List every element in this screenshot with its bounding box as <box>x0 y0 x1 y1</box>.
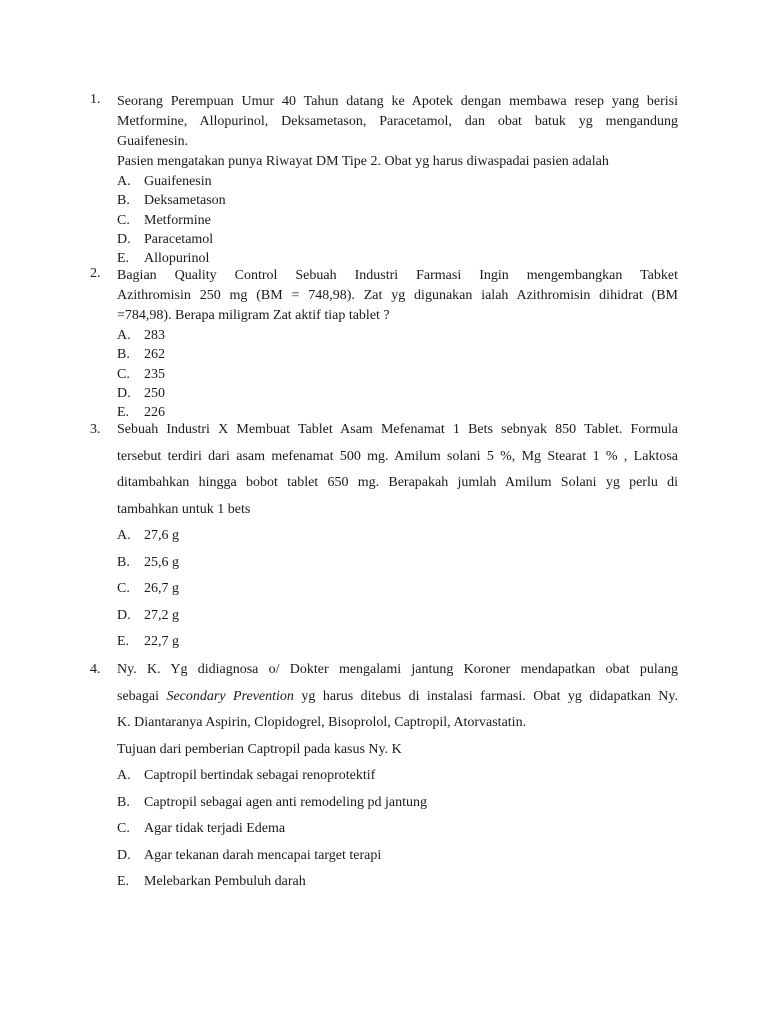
option-letter: D. <box>117 231 131 247</box>
question-text-line: Tujuan dari pemberian Captropil pada kasus Ny. K <box>117 741 402 757</box>
question-3 <box>90 417 678 656</box>
question-text-line: Bagian Quality Control Sebuah Industri Farmasi Ingin mengembangkan Tabket <box>117 268 678 283</box>
answer-option-c <box>117 365 678 384</box>
option-text: 26,7 g <box>144 581 179 597</box>
question-1 <box>90 92 678 268</box>
answer-option-e <box>117 869 678 896</box>
option-letter: C. <box>117 581 130 597</box>
question-text-line: Metformine, Allopurinol, Deksametason, Paracetamol, dan obat batuk yg mengandung <box>117 114 678 129</box>
option-letter: A. <box>117 328 131 343</box>
option-text: 226 <box>144 405 165 421</box>
question-text-line <box>117 684 678 711</box>
answer-option-b <box>117 550 678 577</box>
question-text-line: tersebut terdiri dari asam mefenamat 500 mg. Amilum solani 5 %, Mg Stearat 1 % , Laktosa <box>117 448 678 464</box>
question-text-line: K. Diantaranya Aspirin, Clopidogrel, Bisoprolol, Captropil, Atorvastatin. <box>117 715 527 730</box>
answer-option-b <box>117 191 678 210</box>
question-text-line: tambahkan untuk 1 bets <box>117 501 251 517</box>
option-letter: E. <box>117 874 130 890</box>
option-text: Agar tekanan darah mencapai target terapi <box>144 847 382 863</box>
question-4 <box>90 657 678 896</box>
answer-option-d <box>117 230 678 249</box>
option-text: Captropil bertindak sebagai renoprotektif <box>144 768 376 783</box>
question-text-line: Guaifenesin. <box>117 134 189 149</box>
option-letter: B. <box>117 794 130 810</box>
answer-option-d <box>117 843 678 870</box>
question-text-line: Azithromisin 250 mg (BM = 748,98). Zat yg digunakan ialah Azithromisin dihidrat (BM <box>117 288 678 303</box>
question-number: 3. <box>90 422 101 437</box>
option-letter: D. <box>117 385 131 401</box>
question-number: 4. <box>90 662 101 677</box>
option-text: 235 <box>144 366 165 382</box>
option-letter: E. <box>117 405 130 421</box>
answer-option-c <box>117 211 678 230</box>
option-letter: C. <box>117 821 130 837</box>
text-segment: yg harus ditebus di instalasi farmasi. Obat yg didapatkan Ny. <box>293 688 678 704</box>
option-letter: B. <box>117 193 130 209</box>
question-number: 1. <box>90 92 101 107</box>
option-letter: D. <box>117 607 131 623</box>
emphasized-term: Secondary Prevention <box>166 688 294 704</box>
option-text: Paracetamol <box>144 231 214 247</box>
question-text-line: Ny. K. Yg didiagnosa o/ Dokter mengalami jantung Koroner mendapatkan obat pulang <box>117 662 678 677</box>
option-text: Captropil sebagai agen anti remodeling pd jantung <box>144 794 428 810</box>
option-text: 27,2 g <box>144 607 179 623</box>
option-letter: D. <box>117 847 131 863</box>
option-text: 250 <box>144 385 165 401</box>
question-number: 2. <box>90 266 101 281</box>
option-text: Deksametason <box>144 193 226 209</box>
option-text: Guaifenesin <box>144 174 212 189</box>
text-segment: sebagai <box>117 688 167 704</box>
question-text-line: Sebuah Industri X Membuat Tablet Asam Mefenamat 1 Bets sebnyak 850 Tablet. Formula <box>117 422 678 437</box>
option-text: 283 <box>144 328 165 343</box>
question-2 <box>90 266 678 422</box>
option-letter: E. <box>117 251 130 267</box>
option-letter: C. <box>117 212 130 228</box>
option-letter: A. <box>117 768 131 783</box>
answer-option-a <box>117 172 678 191</box>
answer-option-d <box>117 603 678 630</box>
answer-option-a <box>117 523 678 550</box>
option-letter: B. <box>117 347 130 363</box>
option-text: 27,6 g <box>144 528 179 543</box>
question-text-line: Pasien mengatakan punya Riwayat DM Tipe 2. Obat yg harus diwaspadai pasien adalah <box>117 154 609 169</box>
option-letter: E. <box>117 634 130 650</box>
option-text: Agar tidak terjadi Edema <box>144 821 286 837</box>
option-text: Allopurinol <box>144 251 210 267</box>
option-text: Metformine <box>144 212 211 228</box>
answer-option-a <box>117 326 678 345</box>
question-text-line: =784,98). Berapa miligram Zat aktif tiap tablet ? <box>117 308 390 323</box>
answer-option-d <box>117 384 678 403</box>
option-text: 22,7 g <box>144 634 179 650</box>
option-letter: B. <box>117 554 130 570</box>
question-text-line: ditambahkan hingga bobot tablet 650 mg. Berapakah jumlah Amilum Solani yg perlu di <box>117 475 678 490</box>
option-text: 25,6 g <box>144 554 179 570</box>
option-letter: C. <box>117 366 130 382</box>
answer-option-c <box>117 576 678 603</box>
answer-option-e <box>117 629 678 656</box>
option-letter: A. <box>117 528 131 543</box>
answer-option-b <box>117 345 678 364</box>
question-text-line: Seorang Perempuan Umur 40 Tahun datang ke Apotek dengan membawa resep yang berisi <box>117 94 678 109</box>
option-letter: A. <box>117 174 131 189</box>
answer-option-c <box>117 816 678 843</box>
answer-option-a <box>117 763 678 790</box>
answer-option-b <box>117 790 678 817</box>
option-text: 262 <box>144 347 165 363</box>
option-text: Melebarkan Pembuluh darah <box>144 874 306 890</box>
